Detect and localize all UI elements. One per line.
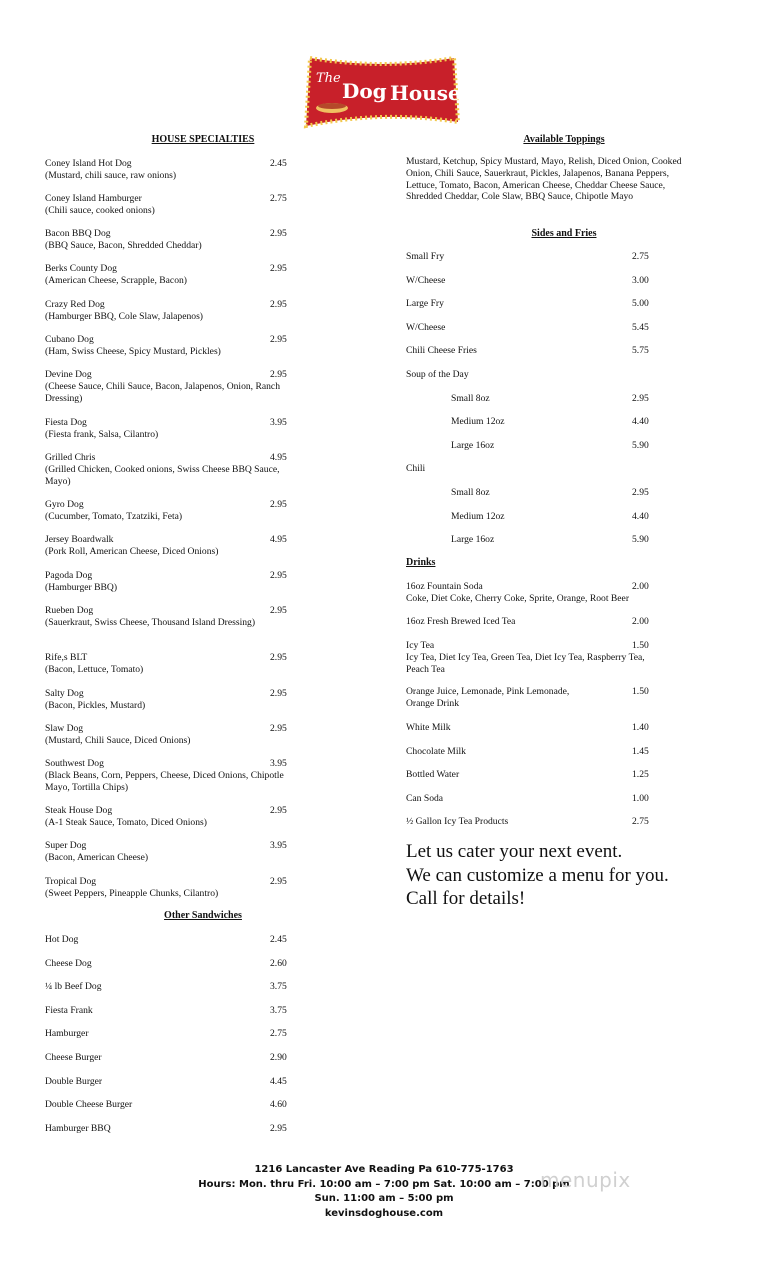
menu-item-name: 16oz Fresh Brewed Iced Tea xyxy=(406,616,516,627)
menu-item-price: 1.50 xyxy=(632,686,649,697)
menu-item-description: Icy Tea, Diet Icy Tea, Green Tea, Diet Icy Tea, Raspberry Tea, Peach Tea xyxy=(406,651,645,675)
logo-house: House xyxy=(390,81,461,105)
menu-item-name: Large Fry xyxy=(406,298,444,310)
menu-item-price: 2.95 xyxy=(632,392,649,404)
menu-item-name: Berks County Dog xyxy=(45,263,117,274)
menu-item-price: 3.95 xyxy=(270,417,287,428)
menu-item-price: 5.75 xyxy=(632,345,649,357)
menu-item-name: ¼ lb Beef Dog xyxy=(45,981,102,993)
menu-item-price: 2.95 xyxy=(270,369,287,380)
menu-item-name: Hamburger xyxy=(45,1028,89,1040)
menu-item-price: 2.75 xyxy=(270,1028,287,1040)
menu-item-name: Pagoda Dog xyxy=(45,570,93,581)
menu-item-price: 1.25 xyxy=(632,769,649,780)
menu-item xyxy=(45,334,335,358)
section-title-other-sandwiches: Other Sandwiches xyxy=(164,910,242,921)
menu-item-name: Cubano Dog xyxy=(45,334,94,345)
menu-item-description: (Hamburger BBQ) xyxy=(45,581,118,593)
dog-house-logo xyxy=(302,48,462,134)
section-title-sides: Sides and Fries xyxy=(531,228,597,239)
menu-item-name: Small Fry xyxy=(406,251,445,262)
menu-item-price: 2.95 xyxy=(270,652,287,663)
menu-item-name: Fiesta Frank xyxy=(45,1004,93,1016)
menu-item-name: Grilled Chris xyxy=(45,452,96,463)
menu-item-description: (Grilled Chicken, Cooked onions, Swiss Cheese BBQ Sauce, Mayo) xyxy=(45,463,280,487)
menu-item-description: Coke, Diet Coke, Cherry Coke, Sprite, Orange, Root Beer xyxy=(406,592,630,604)
menu-item-name: Large 16oz xyxy=(451,439,495,451)
cater-line-1: Let us cater your next event. xyxy=(406,841,623,862)
menu-item-price: 1.50 xyxy=(632,640,649,651)
section-title-house-specialties: HOUSE SPECIALTIES xyxy=(151,134,255,145)
menu-item-name: Devine Dog xyxy=(45,369,92,380)
menu-item-name: Steak House Dog xyxy=(45,805,113,816)
menu-item-name: Chili Cheese Fries xyxy=(406,345,477,357)
menu-item-price: 1.00 xyxy=(632,793,649,804)
menu-item xyxy=(406,581,696,605)
menu-item-price: 2.95 xyxy=(270,805,287,816)
menu-item-name: Orange Juice, Lemonade, Pink Lemonade, Orange Drink xyxy=(406,686,570,709)
menu-item-price: 2.75 xyxy=(632,816,649,827)
logo-dog: Dog xyxy=(342,79,387,103)
menu-item-description: (Bacon, Pickles, Mustard) xyxy=(45,699,146,711)
menu-item xyxy=(45,534,335,558)
menu-item-description: (Chili sauce, cooked onions) xyxy=(45,204,155,216)
menu-item-price: 2.95 xyxy=(270,499,287,510)
menu-item-price: 2.45 xyxy=(270,158,287,169)
menu-item-price: 3.75 xyxy=(270,1004,287,1016)
menu-item-price: 2.00 xyxy=(632,581,649,592)
section-title-drinks: Drinks xyxy=(406,557,436,568)
menu-item-name: Rueben Dog xyxy=(45,605,94,616)
menu-item-name: Slaw Dog xyxy=(45,723,84,734)
menu-item-price: 1.40 xyxy=(632,722,649,733)
menu-item xyxy=(45,499,335,523)
menu-item xyxy=(45,805,335,829)
menu-item-name: Fiesta Dog xyxy=(45,417,87,428)
menu-item-price: 4.40 xyxy=(632,510,649,522)
menu-item-name: Medium 12oz xyxy=(451,510,505,522)
footer xyxy=(0,1163,768,1221)
menu-item xyxy=(45,263,335,287)
menu-item-price: 3.75 xyxy=(270,981,287,993)
menu-item-price: 2.00 xyxy=(632,616,649,627)
menu-item xyxy=(45,228,335,252)
menu-item-description: (Pork Roll, American Cheese, Diced Onions) xyxy=(45,545,219,557)
menu-item-price: 5.45 xyxy=(632,321,649,333)
menu-item-name: Hamburger BBQ xyxy=(45,1122,111,1134)
menu-item-price: 2.90 xyxy=(270,1052,287,1063)
menu-item-price: 2.95 xyxy=(270,263,287,274)
menu-item-price: 1.45 xyxy=(632,746,649,757)
menu-item-price: 3.00 xyxy=(632,274,649,286)
menu-item-price: 2.95 xyxy=(270,876,287,887)
menu-item-price: 3.95 xyxy=(270,758,287,769)
footer-address: 1216 Lancaster Ave Reading Pa 610-775-1763 xyxy=(254,1164,514,1175)
menu-item-name: Rife,s BLT xyxy=(45,652,88,663)
menu-item-name: Bottled Water xyxy=(406,769,460,780)
cater-line-2: We can customize a menu for you. xyxy=(406,864,669,886)
menu-item xyxy=(45,840,335,864)
menu-item-name: ½ Gallon Icy Tea Products xyxy=(406,816,509,827)
menu-item-description: (Hamburger BBQ, Cole Slaw, Jalapenos) xyxy=(45,310,204,322)
menu-item-description: (Ham, Swiss Cheese, Spicy Mustard, Pickles) xyxy=(45,345,221,357)
menu-item-description: (Sweet Peppers, Pineapple Chunks, Cilantro) xyxy=(45,887,219,899)
menu-item-price: 2.75 xyxy=(270,193,287,204)
menu-item-description: (Bacon, American Cheese) xyxy=(45,851,149,863)
menu-item-description: (Cucumber, Tomato, Tzatziki, Feta) xyxy=(45,510,183,522)
menu-item-name: Jersey Boardwalk xyxy=(45,534,114,545)
menu-item-name: Southwest Dog xyxy=(45,758,104,769)
menu-item xyxy=(45,570,335,594)
menu-item-price: 2.95 xyxy=(270,299,287,310)
menu-item-price: 2.95 xyxy=(270,570,287,581)
menu-item-name: White Milk xyxy=(406,722,451,733)
section-title-toppings: Available Toppings xyxy=(523,134,605,145)
menu-item xyxy=(45,369,335,404)
menu-item-name: Super Dog xyxy=(45,840,87,851)
menu-item-name: Hot Dog xyxy=(45,934,79,945)
menu-item-name: Icy Tea xyxy=(406,640,435,651)
menu-item-price: 2.45 xyxy=(270,934,287,945)
menu-item-name: Large 16oz xyxy=(451,534,495,546)
menu-item-name: 16oz Fountain Soda xyxy=(406,581,483,592)
menu-item-price: 2.95 xyxy=(270,723,287,734)
menu-item-price: 4.45 xyxy=(270,1075,287,1087)
menu-item-name: Medium 12oz xyxy=(451,416,505,428)
menu-item xyxy=(45,299,335,323)
menu-item xyxy=(45,688,335,712)
menu-item-description: (Bacon, Lettuce, Tomato) xyxy=(45,663,144,675)
menu-item-name: Coney Island Hot Dog xyxy=(45,158,132,169)
menu-item-description: (Fiesta frank, Salsa, Cilantro) xyxy=(45,428,159,440)
hot-dog-icon xyxy=(316,103,348,113)
menu-item-price: 2.95 xyxy=(632,487,649,498)
menu-item-price: 2.95 xyxy=(270,605,287,616)
menu-item-name: Chocolate Milk xyxy=(406,746,466,757)
catering-message xyxy=(406,840,669,911)
menu-item-name: Double Burger xyxy=(45,1075,103,1087)
menu-item-name: W/Cheese xyxy=(406,321,446,333)
menu-item-description: (American Cheese, Scrapple, Bacon) xyxy=(45,274,187,286)
menu-item-name: Tropical Dog xyxy=(45,876,97,887)
menu-item-price: 2.95 xyxy=(270,334,287,345)
menu-item xyxy=(45,158,335,182)
menu-item-name: Crazy Red Dog xyxy=(45,299,105,310)
footer-hours-sunday: Sun. 11:00 am – 5:00 pm xyxy=(314,1193,454,1204)
menu-item-price: 5.90 xyxy=(632,439,649,451)
menu-item-price: 5.90 xyxy=(632,534,649,546)
menu-item-description: (Sauerkraut, Swiss Cheese, Thousand Island Dressing) xyxy=(45,616,256,628)
menu-item-price: 3.95 xyxy=(270,840,287,851)
toppings-list-text: Mustard, Ketchup, Spicy Mustard, Mayo, Relish, Diced Onion, Cooked Onion, Chili Sauce, Sauerkraut, Pickles, Jalapenos, Banana Peppers, Lettuce, Tomato, Bacon, American Cheese, Cheddar Cheese Sauce, Shredded Cheddar, Cole Slaw, BBQ Sauce, Chipotle Mayo xyxy=(406,156,682,203)
menu-item-name: Soup of the Day xyxy=(406,369,469,380)
menu-item-name: Cheese Dog xyxy=(45,957,92,969)
menu-item-name: Small 8oz xyxy=(451,487,490,498)
footer-website: kevinsdoghouse.com xyxy=(324,1207,444,1219)
menu-item xyxy=(45,193,335,217)
menu-item-description: (Mustard, chili sauce, raw onions) xyxy=(45,169,177,181)
menu-item xyxy=(45,605,335,629)
menu-item xyxy=(45,876,335,900)
menu-item xyxy=(45,723,335,747)
menu-item xyxy=(45,452,335,487)
menu-item-price: 2.95 xyxy=(270,228,287,239)
menu-item xyxy=(45,758,335,793)
menu-item-description: (A-1 Steak Sauce, Tomato, Diced Onions) xyxy=(45,816,207,828)
menu-item xyxy=(406,640,696,675)
menu-item-name: Chili xyxy=(406,463,426,475)
menu-item-description: (BBQ Sauce, Bacon, Shredded Cheddar) xyxy=(45,239,202,251)
menu-item-price: 2.60 xyxy=(270,957,287,969)
menu-item-name: Cheese Burger xyxy=(45,1052,102,1063)
menupix-watermark: menupix xyxy=(540,1168,631,1192)
logo-the: The xyxy=(316,71,341,86)
menu-item-price: 4.95 xyxy=(270,534,287,545)
menu-item-price: 4.40 xyxy=(632,416,649,428)
menu-item-price: 4.95 xyxy=(270,452,287,463)
menu-item-name: Double Cheese Burger xyxy=(45,1099,133,1111)
menu-item-name: W/Cheese xyxy=(406,274,446,286)
menu-item-name: Salty Dog xyxy=(45,688,84,699)
menu-item-name: Can Soda xyxy=(406,793,444,804)
menu-item-price: 5.00 xyxy=(632,298,649,310)
menu-item-price: 2.75 xyxy=(632,251,649,262)
menu-item-price: 4.60 xyxy=(270,1099,287,1111)
menu-item-name: Coney Island Hamburger xyxy=(45,193,142,204)
menu-item-name: Bacon BBQ Dog xyxy=(45,228,111,239)
menu-item xyxy=(45,652,335,676)
menu-item-description: (Mustard, Chili Sauce, Diced Onions) xyxy=(45,734,191,746)
menu-item-price: 2.95 xyxy=(270,688,287,699)
menu-item xyxy=(45,417,335,441)
cater-line-3: Call for details! xyxy=(406,888,526,909)
menu-item-name: Small 8oz xyxy=(451,392,490,404)
menu-item-description: (Cheese Sauce, Chili Sauce, Bacon, Jalapenos, Onion, Ranch Dressing) xyxy=(45,380,280,404)
menu-item-name: Gyro Dog xyxy=(45,499,84,510)
menu-item-description: (Black Beans, Corn, Peppers, Cheese, Diced Onions, Chipotle Mayo, Tortilla Chips) xyxy=(45,769,284,793)
footer-hours-weekdays: Hours: Mon. thru Fri. 10:00 am – 7:00 pm Sat. 10:00 am – 7:00 pm xyxy=(198,1178,570,1190)
menu-item-price: 2.95 xyxy=(270,1122,287,1134)
